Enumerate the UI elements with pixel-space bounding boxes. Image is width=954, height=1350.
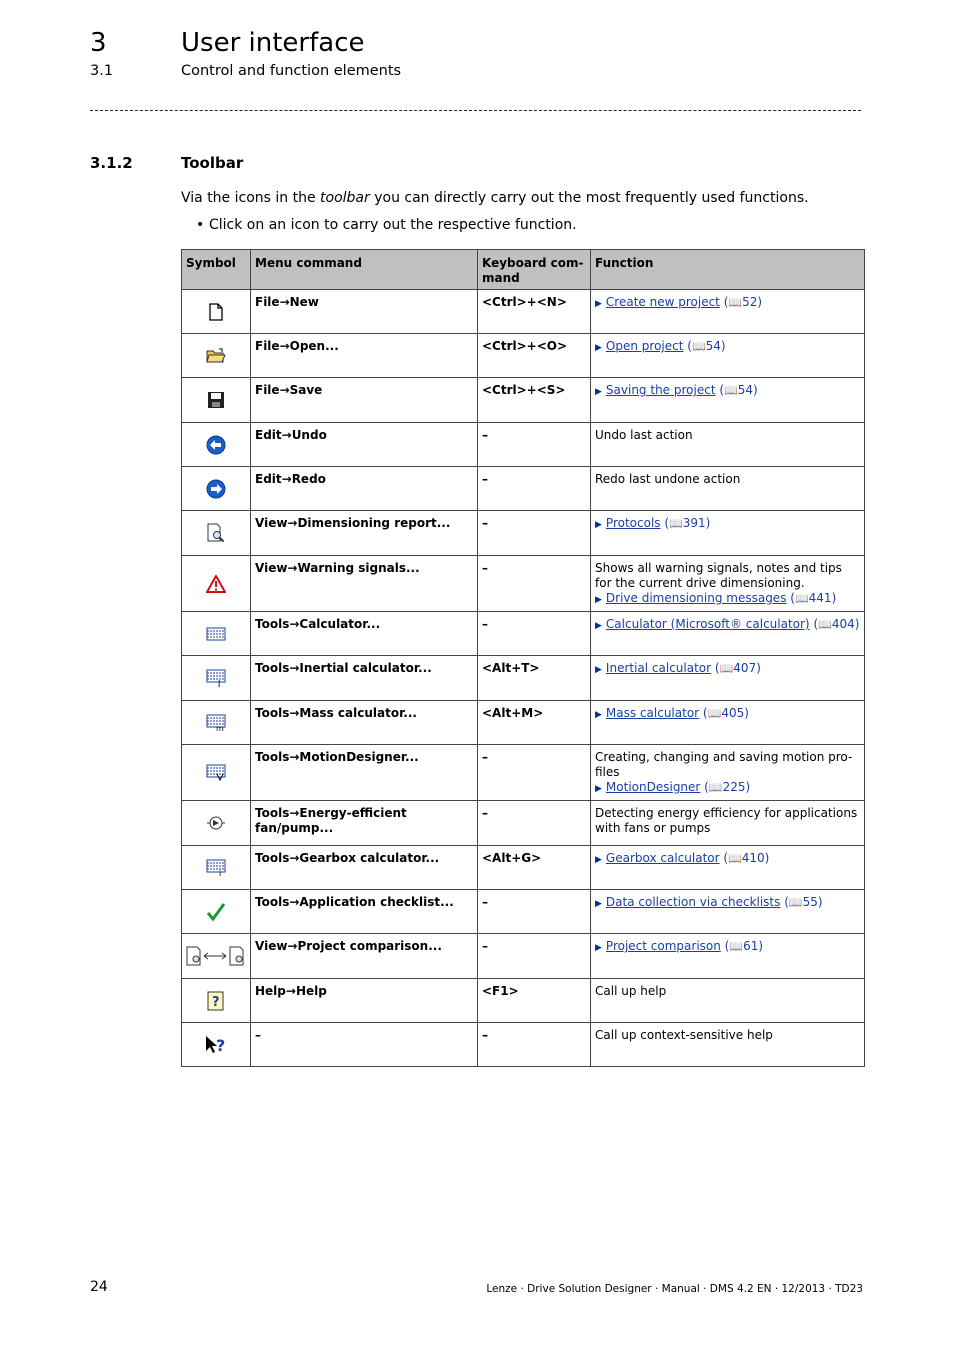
book-icon: 📖 [691, 340, 706, 353]
function-link-line [595, 851, 860, 868]
table-row [182, 511, 865, 556]
page-ref-close: ) [756, 661, 761, 675]
page-ref-close: ) [744, 706, 749, 720]
page-ref[interactable]: 52 [742, 295, 758, 309]
page-ref-open: ( [700, 780, 709, 794]
page-ref[interactable]: 54 [705, 339, 721, 353]
warning-triangle-icon [182, 575, 250, 593]
function-link[interactable]: Protocols [605, 516, 661, 530]
symbol-cell [182, 334, 251, 378]
function-cell [591, 556, 865, 612]
mass-calculator-icon [182, 714, 250, 732]
function-description: Undo last action [595, 428, 693, 442]
function-cell [591, 979, 865, 1023]
menu-command-cell: Tools→Inertial calculator... [251, 656, 478, 701]
symbol-cell [182, 556, 251, 612]
page-ref-open: ( [719, 295, 729, 309]
book-icon: 📖 [728, 296, 743, 309]
menu-command-cell: File→Save [251, 378, 478, 423]
page-ref-close: ) [745, 780, 751, 794]
symbol-cell [182, 979, 251, 1023]
function-link[interactable]: Drive dimensioning messages [605, 591, 787, 605]
fan-pump-icon [182, 814, 250, 832]
table-header-row [182, 250, 865, 290]
keyboard-command-cell: <Ctrl>+<N> [478, 290, 591, 334]
function-cell [591, 890, 865, 934]
link-arrow-icon: ▶ [595, 710, 602, 720]
menu-command-cell: Tools→Calculator... [251, 612, 478, 656]
book-icon: 📖 [669, 517, 683, 530]
page-ref-open: ( [809, 617, 819, 631]
menu-command-cell: Edit→Redo [251, 467, 478, 511]
function-link[interactable]: Saving the project [605, 383, 716, 397]
function-cell [591, 801, 865, 846]
keyboard-command-cell: <Alt+T> [478, 656, 591, 701]
function-link[interactable]: Project comparison [605, 939, 721, 953]
menu-command-cell: Tools→Gearbox calculator... [251, 846, 478, 890]
header-keyboard-command: Keyboard com- mand [478, 250, 591, 290]
book-icon: 📖 [729, 940, 744, 953]
link-arrow-icon: ▶ [595, 343, 602, 353]
link-arrow-icon: ▶ [595, 943, 602, 953]
intro-italic: toolbar [320, 190, 370, 206]
function-description: Detecting energy efficiency for applications with fans or pumps [595, 806, 858, 835]
subsection-number: 3.1.2 [90, 154, 133, 172]
function-link[interactable]: Mass calculator [605, 706, 700, 720]
page-ref-open: ( [720, 939, 730, 953]
svg-text:m: m [216, 723, 224, 732]
page-ref[interactable]: 407 [733, 661, 757, 675]
header-divider [90, 110, 861, 111]
keyboard-command-cell: – [478, 511, 591, 556]
table-row [182, 290, 865, 334]
table-row [182, 334, 865, 378]
table-row [182, 846, 865, 890]
page-ref-close: ) [831, 591, 837, 605]
keyboard-command-cell: – [478, 1023, 591, 1067]
symbol-cell [182, 423, 251, 467]
function-link-line [595, 591, 860, 608]
function-link[interactable]: Gearbox calculator [605, 851, 720, 865]
keyboard-command-cell: <Alt+M> [478, 701, 591, 745]
function-description: Shows all warning signals, notes and tips for the current drive dimensioning. [595, 561, 842, 590]
symbol-cell [182, 290, 251, 334]
keyboard-command-cell: – [478, 612, 591, 656]
symbol-cell [182, 1023, 251, 1067]
link-arrow-icon: ▶ [595, 784, 602, 794]
book-icon: 📖 [728, 852, 742, 865]
link-arrow-icon: ▶ [595, 899, 602, 909]
inertial-calculator-icon [182, 669, 250, 687]
table-row [182, 979, 865, 1023]
function-link[interactable]: Data collection via checklists [605, 895, 781, 909]
menu-command-cell: Tools→Application checklist... [251, 890, 478, 934]
book-icon: 📖 [818, 618, 832, 631]
page-ref-open: ( [683, 339, 692, 353]
page-ref-close: ) [753, 383, 758, 397]
function-cell [591, 511, 865, 556]
function-link[interactable]: Open project [605, 339, 684, 353]
table-row [182, 378, 865, 423]
keyboard-command-cell: <Ctrl>+<O> [478, 334, 591, 378]
table-row [182, 1023, 865, 1067]
symbol-cell [182, 846, 251, 890]
table-row [182, 934, 865, 979]
function-link-line [595, 383, 860, 400]
table-row [182, 467, 865, 511]
page-ref[interactable]: 410 [741, 851, 765, 865]
table-row [182, 423, 865, 467]
project-comparison-icon [182, 946, 250, 966]
function-link-line [595, 295, 860, 312]
page-ref[interactable]: 54 [737, 383, 754, 397]
keyboard-command-cell: <Ctrl>+<S> [478, 378, 591, 423]
page-ref[interactable]: 55 [802, 895, 818, 909]
function-description: Redo last undone action [595, 472, 741, 486]
undo-arrow-icon [182, 435, 250, 455]
page-number: 24 [90, 1279, 108, 1295]
menu-command-cell: View→Dimensioning report... [251, 511, 478, 556]
menu-command-cell: Tools→Energy-efficient fan/pump... [251, 801, 478, 846]
page-ref-close: ) [720, 339, 726, 353]
function-description: Call up context-sensitive help [595, 1028, 773, 1042]
link-arrow-icon: ▶ [595, 665, 602, 675]
report-magnifier-icon [182, 523, 250, 543]
symbol-cell [182, 612, 251, 656]
table-row [182, 801, 865, 846]
book-icon: 📖 [794, 592, 809, 605]
menu-command-cell: Edit→Undo [251, 423, 478, 467]
table-row [182, 745, 865, 801]
motion-designer-icon [182, 764, 250, 782]
header-menu-command: Menu command [251, 250, 478, 290]
page-ref-open: ( [660, 516, 670, 530]
book-icon: 📖 [719, 662, 734, 675]
keyboard-command-cell: <Alt+G> [478, 846, 591, 890]
function-link-line [595, 617, 860, 634]
intro-text-after: you can directly carry out the most frequently used functions. [369, 190, 809, 206]
symbol-cell [182, 801, 251, 846]
keyboard-command-cell: – [478, 934, 591, 979]
function-cell [591, 656, 865, 701]
function-link[interactable]: Inertial calculator [605, 661, 712, 675]
menu-command-cell: Tools→MotionDesigner... [251, 745, 478, 801]
redo-arrow-icon [182, 479, 250, 499]
page-ref-close: ) [817, 895, 823, 909]
open-folder-icon [182, 348, 250, 364]
page-ref-close: ) [854, 617, 860, 631]
function-cell [591, 846, 865, 890]
page-ref-open: ( [780, 895, 789, 909]
function-cell [591, 467, 865, 511]
function-cell [591, 290, 865, 334]
symbol-cell [182, 378, 251, 423]
symbol-cell [182, 890, 251, 934]
function-link-line [595, 939, 860, 956]
header-symbol: Symbol [182, 250, 251, 290]
intro-text-before: Via the icons in the [181, 190, 321, 206]
menu-command-cell: View→Project comparison... [251, 934, 478, 979]
function-link[interactable]: MotionDesigner [605, 780, 701, 794]
link-arrow-icon: ▶ [595, 299, 602, 309]
keyboard-command-cell: – [478, 467, 591, 511]
keyboard-command-cell: – [478, 745, 591, 801]
svg-text:?: ? [216, 1035, 226, 1055]
intro-paragraph [181, 190, 809, 206]
chapter-number: 3 [90, 28, 107, 58]
bullet-item [196, 217, 577, 233]
function-link[interactable]: Calculator (Microsoft® calculator) [605, 617, 810, 631]
menu-command-cell: Help→Help [251, 979, 478, 1023]
subsection-title: Toolbar [181, 154, 244, 172]
function-link[interactable]: Create new project [605, 295, 720, 309]
page-ref[interactable]: 225 [722, 780, 746, 794]
keyboard-command-cell: <F1> [478, 979, 591, 1023]
function-cell [591, 934, 865, 979]
symbol-cell [182, 467, 251, 511]
link-arrow-icon: ▶ [595, 855, 602, 865]
keyboard-command-cell: – [478, 890, 591, 934]
table-row [182, 890, 865, 934]
toolbar-table [181, 249, 865, 1067]
symbol-cell [182, 511, 251, 556]
table-row [182, 701, 865, 745]
page-ref[interactable]: 391 [682, 516, 706, 530]
book-icon: 📖 [724, 384, 738, 397]
gearbox-calculator-icon [182, 859, 250, 877]
function-cell [591, 378, 865, 423]
help-book-icon [182, 991, 250, 1011]
link-arrow-icon: ▶ [595, 595, 602, 605]
page-ref-open: ( [711, 661, 720, 675]
function-link-line [595, 706, 860, 723]
symbol-cell [182, 656, 251, 701]
keyboard-command-cell: – [478, 556, 591, 612]
svg-text:i: i [219, 868, 222, 877]
page-ref-open: ( [786, 591, 795, 605]
page-ref[interactable]: 404 [831, 617, 855, 631]
table-row [182, 556, 865, 612]
function-cell [591, 1023, 865, 1067]
function-link-line [595, 780, 860, 797]
page-ref-close: ) [764, 851, 770, 865]
save-disk-icon [182, 391, 250, 409]
calculator-icon [182, 626, 250, 642]
bullet-dot: • [196, 217, 205, 233]
section-number: 3.1 [90, 63, 114, 79]
book-icon: 📖 [707, 707, 722, 720]
book-icon: 📖 [788, 896, 803, 909]
page-ref[interactable]: 405 [721, 706, 745, 720]
function-description: Call up help [595, 984, 667, 998]
page-ref-close: ) [757, 295, 763, 309]
bullet-text: Click on an icon to carry out the respective function. [209, 217, 577, 233]
menu-command-cell: – [251, 1023, 478, 1067]
keyboard-command-cell: – [478, 801, 591, 846]
page-ref-open: ( [719, 851, 729, 865]
table-row [182, 612, 865, 656]
checkmark-icon [182, 902, 250, 922]
page-ref-open: ( [715, 383, 725, 397]
function-cell [591, 701, 865, 745]
page-ref[interactable]: 61 [743, 939, 759, 953]
page-ref[interactable]: 441 [808, 591, 832, 605]
menu-command-cell: File→Open... [251, 334, 478, 378]
function-cell [591, 423, 865, 467]
link-arrow-icon: ▶ [595, 520, 602, 530]
menu-command-cell: Tools→Mass calculator... [251, 701, 478, 745]
page-ref-close: ) [758, 939, 764, 953]
keyboard-command-cell: – [478, 423, 591, 467]
function-link-line [595, 339, 860, 356]
function-description: Creating, changing and saving motion pro- files [595, 750, 853, 779]
section-title: Control and function elements [181, 63, 402, 79]
function-cell [591, 612, 865, 656]
function-link-line [595, 661, 860, 678]
function-link-line [595, 895, 860, 912]
page-ref-close: ) [705, 516, 711, 530]
symbol-cell [182, 701, 251, 745]
context-help-icon [182, 1035, 250, 1055]
svg-text:J: J [218, 679, 221, 687]
new-file-icon [182, 303, 250, 321]
page-ref-open: ( [699, 706, 708, 720]
menu-command-cell: View→Warning signals... [251, 556, 478, 612]
link-arrow-icon: ▶ [595, 387, 602, 397]
header-function: Function [591, 250, 865, 290]
function-cell [591, 334, 865, 378]
function-link-line [595, 516, 860, 533]
link-arrow-icon: ▶ [595, 621, 602, 631]
symbol-cell [182, 934, 251, 979]
svg-text:?: ? [212, 994, 220, 1010]
chapter-title: User interface [181, 28, 365, 58]
footer-text: Lenze · Drive Solution Designer · Manual · DMS 4.2 EN · 12/2013 · TD23 [486, 1283, 863, 1295]
function-cell [591, 745, 865, 801]
table-row [182, 656, 865, 701]
symbol-cell [182, 745, 251, 801]
menu-command-cell: File→New [251, 290, 478, 334]
book-icon: 📖 [708, 781, 723, 794]
